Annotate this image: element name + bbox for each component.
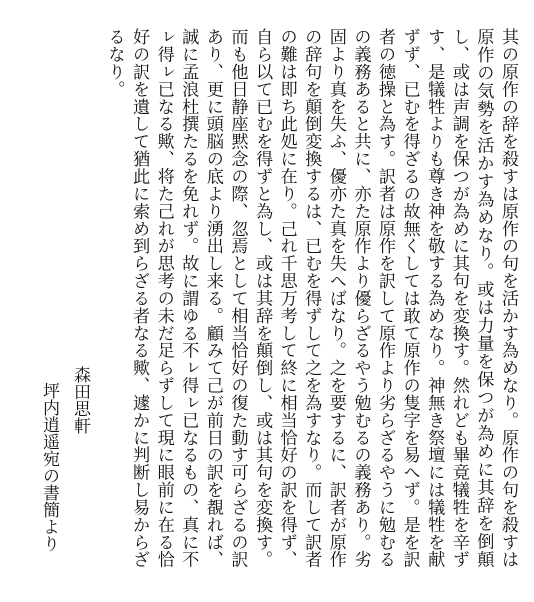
author-name: 森田思軒 [70, 366, 90, 434]
source-citation: 坪内逍遥宛の書簡より [39, 382, 59, 552]
translation-essay-passage [102, 28, 520, 568]
essay-paragraph: 其の原作の辞を殺すは原作の句を活かす為めなり。原作の句を殺すは原作の気勢を活かす為めなり。或は力量を保つが為めに其辞を倒顛し、或は声調を保つが為めに其句を変換す。然れども畢竟犠牲を辛ずす、是犠牲よりも尊き神を敬する為めなり。神無き祭壇には犠牲を献ずず、已むを得ざるの故無くしては敢て原作の隻字を易へず。是を訳者の徳操と為す。訳者は原作を訳して原作より劣らざるやうに勉むるの義務あると共に、亦た原作より優らざるやう勉むるの義務あり。劣固より真を失ふ、優亦た真を失へばなり。之を要するに、訳者が原作の辞句を顛倒変換するは、已むを得ずして之を為すなり。而して訳者の難は即ち此処に在り。己れ千思万考して終に相当恰好の訳を得ず、自ら以て已むを得ずと為し、或は其辞を顛倒し、或は其句を変換す。而も他日静座黙念の際、忽焉として相当恰好の復た動す可らざるの訳あり、更に頭脳の底より湧出し来る。顧みて己が前日の訳を覩れば、誠に孟浪杜撰たるを免れず。故に謂ゆる不ㇾ得ㇾ已なるもの、真に不ㇾ得ㇾ已なる歟、将た己れが思考の未だ足らずして現に眼前に在る恰好の訳を遺して猶此に索め到らざる者なる歟、遽かに判断し易からざるなり。 [104, 28, 518, 568]
